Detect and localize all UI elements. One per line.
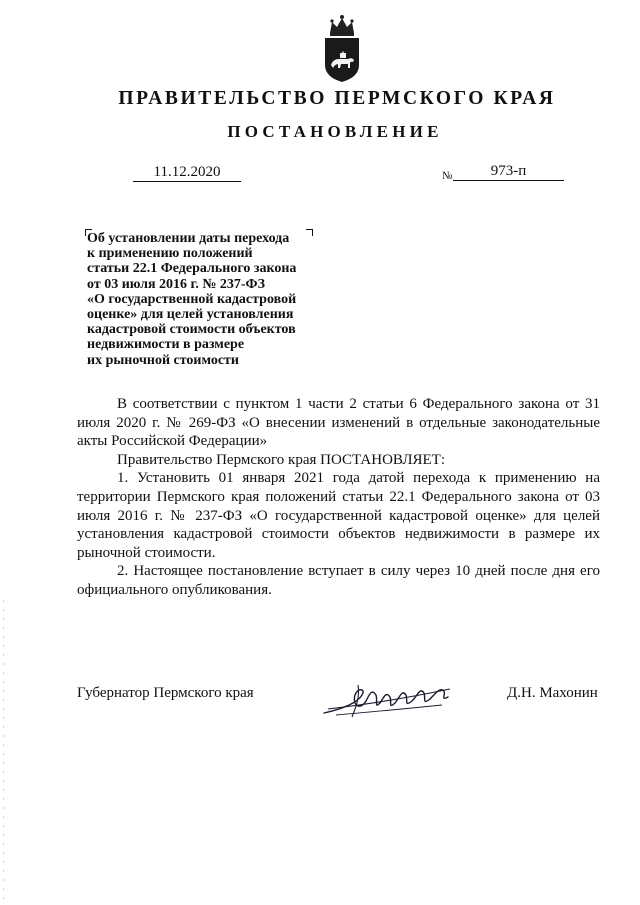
preamble-paragraph: В соответствии с пунктом 1 части 2 статьи 6 Федерального закона от 31 июля 2020 г. № 269-ФЗ «О внесении изменений в отдельные законодательные акты Российской Федерации» (77, 396, 600, 450)
signer-name: Д.Н. Махонин (507, 685, 598, 701)
document-date: 11.12.2020 (133, 164, 241, 182)
subject-line: недвижимости в размере (87, 337, 245, 353)
coat-of-arms-icon (321, 13, 363, 83)
number-sign: № (442, 170, 453, 182)
resolves-paragraph: Правительство Пермского края ПОСТАНОВЛЯЕТ: (117, 451, 446, 468)
document-subject (87, 231, 327, 368)
document-body (77, 395, 600, 600)
document-type: ПОСТАНОВЛЕНИЕ (227, 122, 443, 141)
subject-line: к применению положений (87, 246, 253, 262)
subject-line: от 03 июля 2016 г. № 237-ФЗ (87, 276, 265, 292)
item-2-paragraph: 2. Настоящее постановление вступает в силу через 10 дней после дня его официального опубликования. (77, 563, 600, 598)
scan-edge-artifact (3, 600, 4, 900)
signature-icon (322, 675, 457, 720)
subject-line: «О государственной кадастровой (87, 291, 297, 307)
subject-line: оценке» для целей установления (87, 307, 294, 323)
document-number: 973-п (453, 163, 564, 181)
organization-title: ПРАВИТЕЛЬСТВО ПЕРМСКОГО КРАЯ (118, 88, 556, 109)
signer-title: Губернатор Пермского края (77, 685, 254, 701)
subject-line: их рыночной стоимости (87, 352, 239, 368)
subject-line: кадастровой стоимости объектов (87, 322, 296, 338)
subject-line: статьи 22.1 Федерального закона (87, 261, 297, 277)
subject-line: Об установлении даты перехода (87, 231, 290, 246)
item-1-paragraph: 1. Установить 01 января 2021 года датой перехода к применению на территории Пермского края положений статьи 22.1 Федерального закона от 03 июля 2016 г. № 237-ФЗ «О государственной кадастровой оценке» для целей установления кадастровой стоимости объектов недвижимости в размере их рыночной стоимости. (77, 470, 600, 561)
